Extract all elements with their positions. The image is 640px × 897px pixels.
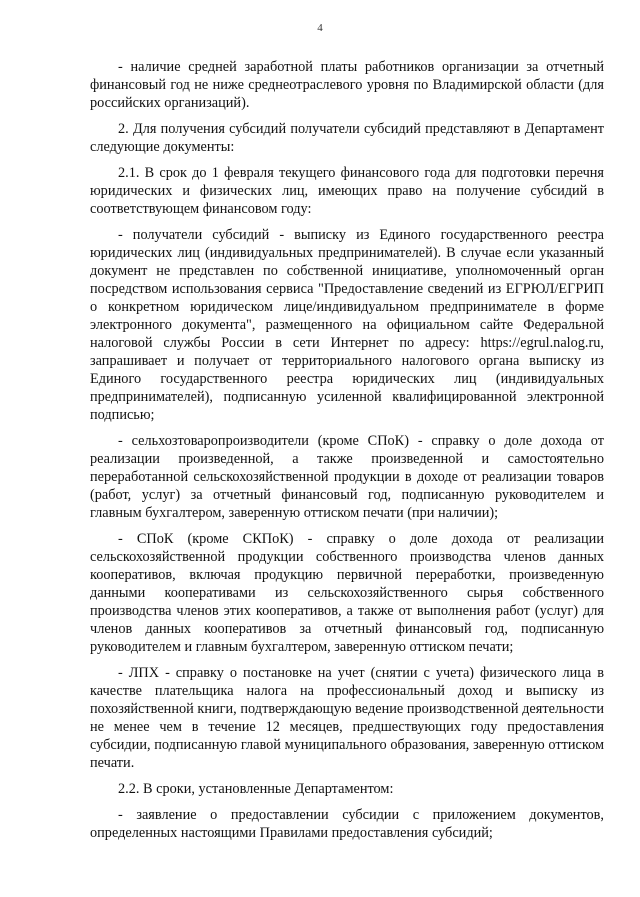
document-body: [90, 58, 604, 850]
paragraph-item-2-2: 2.2. В сроки, установленные Департаментом:: [118, 781, 394, 797]
paragraph-registry-extract: - получатели субсидий - выписку из Единого государственного реестра юридических лиц (индивидуальных предпринимателей). В случае если указанный документ не представлен по собственной инициативе, уполномоченный орган посредством использования сервиса "Предоставление сведений из ЕГРЮЛ/ЕГРИП о конкретном юридическом лице/индивидуальном предпринимателе в форме электронного документа", размещенного на официальном сайте Федеральной налоговой службы России в сети Интернет по адресу: https://egrul.nalog.ru, запрашивает и получает от территориального налогового органа выписку из Единого государственного реестра юридических лиц (индивидуальных предпринимателей), подписанную усиленной квалифицированной электронной подписью;: [90, 227, 604, 423]
paragraph-agricultural-producers: - сельхозтоваропроизводители (кроме СПоК) - справку о доле дохода от реализации произведенной, а также произведенной и самостоятельно переработанной сельскохозяйственной продукции в доходе от реализации товаров (работ, услуг) за отчетный финансовый год, подписанную руководителем и главным бухгалтером, заверенную оттиском печати (при наличии);: [90, 433, 604, 521]
paragraph-lph: - ЛПХ - справку о постановке на учет (снятии с учета) физического лица в качестве плательщика налога на профессиональный доход и выписку из похозяйственной книги, подтверждающую ведение производственной деятельности не менее чем в течение 12 месяцев, предшествующих году предоставления субсидии, подписанную главой муниципального образования, заверенную оттиском печати.: [90, 665, 604, 771]
paragraph-application: - заявление о предоставлении субсидии с приложением документов, определенных настоящими Правилами предоставления субсидий;: [90, 807, 604, 841]
paragraph-item-2: 2. Для получения субсидий получатели субсидий представляют в Департамент следующие документы:: [90, 121, 604, 155]
paragraph-salary-condition: - наличие средней заработной платы работников организации за отчетный финансовый год не ниже среднеотраслевого уровня по Владимирской области (для российских организаций).: [90, 59, 604, 111]
paragraph-item-2-1: 2.1. В срок до 1 февраля текущего финансового года для подготовки перечня юридических и физических лиц, имеющих право на получение субсидий в соответствующем финансовом году:: [90, 165, 604, 217]
paragraph-spok: - СПоК (кроме СКПоК) - справку о доле дохода от реализации сельскохозяйственной продукции собственного производства членов данных кооперативов, включая продукцию первичной переработки, произведенную данными кооперативами из сельскохозяйственного сырья собственного производства членов этих кооперативов, а также от выполнения работ (услуг) для членов данных кооперативов за отчетный финансовый год, подписанную руководителем и главным бухгалтером, заверенную оттиском печати;: [90, 531, 604, 655]
page-number: 4: [317, 22, 323, 34]
